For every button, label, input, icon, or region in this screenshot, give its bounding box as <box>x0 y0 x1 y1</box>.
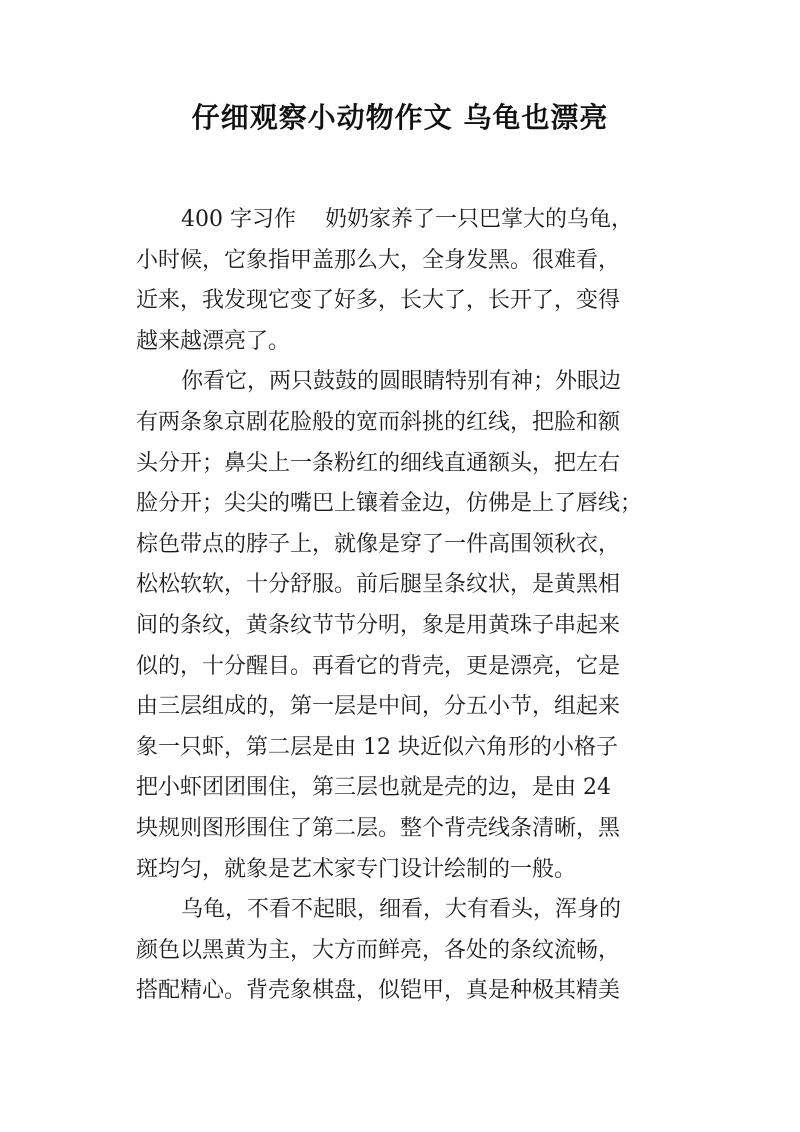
document-body <box>136 200 676 1012</box>
text-line: 有两条象京剧花脸般的宽而斜挑的红线，把脸和额 <box>136 409 621 435</box>
text-line: 棕色带点的脖子上，就像是穿了一件高围领秋衣， <box>136 531 621 557</box>
text-line: 斑均匀，就象是艺术家专门设计绘制的一般。 <box>136 856 577 882</box>
text-line: 颜色以黑黄为主，大方而鲜亮，各处的条纹流畅， <box>136 937 621 963</box>
text-line: 头分开；鼻尖上一条粉红的细线直通额头，把左右 <box>136 450 621 476</box>
text-line: 间的条纹，黄条纹节节分明，象是用黄珠子串起来 <box>136 612 621 638</box>
text-line: 把小虾团团围住，第三层也就是壳的边，是由 24 <box>136 775 611 801</box>
text-line: 松松软软，十分舒服。前后腿呈条纹状，是黄黑相 <box>136 572 621 598</box>
text-line: 脸分开；尖尖的嘴巴上镶着金边，仿佛是上了唇线； <box>136 491 643 517</box>
text-line: 似的，十分醒目。再看它的背壳，更是漂亮，它是 <box>136 653 621 679</box>
text-line: 由三层组成的，第一层是中间，分五小节，组起来 <box>136 694 621 720</box>
text-line: 小时候，它象指甲盖那么大，全身发黑。很难看， <box>136 247 621 273</box>
text-line: 你看它，两只鼓鼓的圆眼睛特别有神；外眼边 <box>181 369 622 395</box>
text-line: 块规则图形围住了第二层。整个背壳线条清晰，黑 <box>136 815 621 841</box>
text-line: 象一只虾，第二层是由 12 块近似六角形的小格子 <box>136 734 618 760</box>
text-line: 近来，我发现它变了好多，长大了，长开了，变得 <box>136 288 621 314</box>
text-line: 越来越漂亮了。 <box>136 328 291 354</box>
text-line: 400 字习作 奶奶家养了一只巴掌大的乌龟， <box>181 207 633 232</box>
text-line: 乌龟，不看不起眼，细看，大有看头，浑身的 <box>181 897 622 923</box>
document-title: 仔细观察小动物作文 乌龟也漂亮 <box>191 101 609 134</box>
text-line: 搭配精心。背壳象棋盘，似铠甲，真是种极其精美 <box>136 978 621 1004</box>
